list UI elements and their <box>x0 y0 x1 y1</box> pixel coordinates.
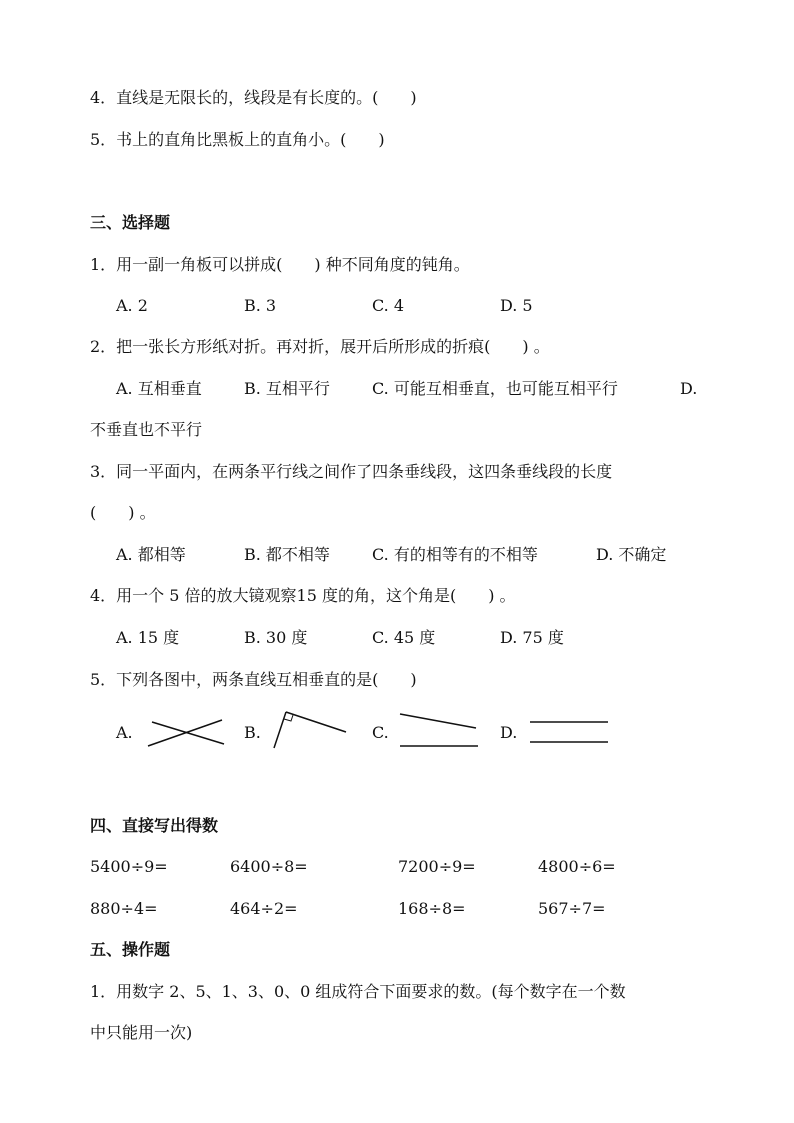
q2-option-c: C. 可能互相垂直，也可能互相平行 <box>372 379 618 398</box>
q3-option-c: C. 有的相等有的不相等 <box>372 545 538 564</box>
section-title-operation: 五、操作题 <box>90 940 171 959</box>
q1-option-a: A. 2 <box>116 296 148 315</box>
calc-3: 7200÷9= <box>398 857 476 876</box>
calc-6: 464÷2= <box>230 899 298 918</box>
calc-8: 567÷7= <box>538 899 606 918</box>
q4-option-c: C. 45 度 <box>372 628 436 647</box>
section-title-mental-math: 四、直接写出得数 <box>90 816 219 835</box>
calc-1: 5400÷9= <box>90 857 168 876</box>
q5-option-d: D. <box>500 723 518 742</box>
judge-question-4: 4．直线是无限长的，线段是有长度的。( ) <box>90 88 417 107</box>
section-title-choice: 三、选择题 <box>90 213 171 232</box>
q5-figure-c <box>398 712 480 748</box>
choice-question-3-wrap: ( ) 。 <box>90 503 156 522</box>
judge-question-5: 5．书上的直角比黑板上的直角小。( ) <box>90 130 385 149</box>
q2-option-d-wrap: 不垂直也不平行 <box>90 420 203 439</box>
q4-option-d: D. 75 度 <box>500 628 564 647</box>
operation-question-1: 1．用数字 2、5、1、3、0、0 组成符合下面要求的数。(每个数字在一个数 <box>90 982 626 1001</box>
q5-option-a: A. <box>116 723 133 742</box>
q1-option-d: D. 5 <box>500 296 533 315</box>
choice-question-4: 4．用一个 5 倍的放大镜观察15 度的角，这个角是( ) 。 <box>90 586 516 605</box>
q4-option-b: B. 30 度 <box>244 628 308 647</box>
calc-4: 4800÷6= <box>538 857 616 876</box>
q3-option-a: A. 都相等 <box>116 545 186 564</box>
choice-question-1: 1．用一副一角板可以拼成( ) 种不同角度的钝角。 <box>90 255 470 274</box>
choice-question-2: 2．把一张长方形纸对折。再对折，展开后所形成的折痕( ) 。 <box>90 337 550 356</box>
choice-question-5: 5．下列各图中，两条直线互相垂直的是( ) <box>90 670 417 689</box>
q4-option-a: A. 15 度 <box>116 628 180 647</box>
calc-5: 880÷4= <box>90 899 158 918</box>
q5-figure-a <box>148 716 228 750</box>
operation-question-1-wrap: 中只能用一次) <box>90 1023 193 1042</box>
q5-figure-b <box>272 710 352 750</box>
q5-figure-d <box>528 718 612 744</box>
q1-option-b: B. 3 <box>244 296 277 315</box>
choice-question-3: 3．同一平面内，在两条平行线之间作了四条垂线段，这四条垂线段的长度 <box>90 462 613 481</box>
q1-option-c: C. 4 <box>372 296 405 315</box>
q2-option-b: B. 互相平行 <box>244 379 330 398</box>
calc-2: 6400÷8= <box>230 857 308 876</box>
q2-option-a: A. 互相垂直 <box>116 379 202 398</box>
q5-option-c: C. <box>372 723 389 742</box>
q2-option-d: D. <box>680 379 698 398</box>
q3-option-d: D. 不确定 <box>596 545 667 564</box>
q3-option-b: B. 都不相等 <box>244 545 330 564</box>
q5-option-b: B. <box>244 723 261 742</box>
calc-7: 168÷8= <box>398 899 466 918</box>
